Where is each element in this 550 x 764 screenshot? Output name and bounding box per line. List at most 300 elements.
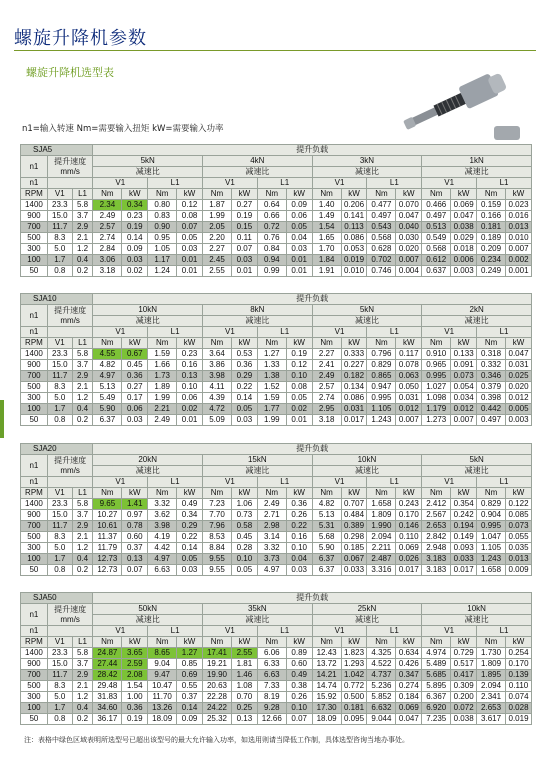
- table-cell: 0.017: [396, 565, 422, 576]
- table-cell: 0.80: [148, 200, 177, 211]
- table-row: [21, 648, 532, 659]
- table-cell: 0.22: [177, 532, 203, 543]
- title-divider: [14, 50, 536, 51]
- table-cell: 0.010: [506, 233, 532, 244]
- table-cell: 0.019: [341, 255, 367, 266]
- table-cell: 0.309: [451, 681, 477, 692]
- nm-header: Nm: [148, 488, 177, 499]
- table-cell: 0.83: [148, 211, 177, 222]
- kw-header: kW: [341, 637, 367, 648]
- table-cell: 0.028: [506, 703, 532, 714]
- table-cell: 1.2: [72, 244, 93, 255]
- spec-table-sja10: [20, 293, 532, 426]
- screw-jack-image: [390, 56, 530, 146]
- table-cell: 0.12: [177, 200, 203, 211]
- table-cell: 0.995: [422, 371, 451, 382]
- v1-header: V1: [203, 178, 258, 189]
- nm-header: Nm: [312, 637, 341, 648]
- table-cell: 0.086: [341, 233, 367, 244]
- l1-col-header: L1: [72, 189, 93, 200]
- table-cell: 0.009: [506, 565, 532, 576]
- kw-header: kW: [396, 189, 422, 200]
- table-cell: 0.03: [122, 255, 148, 266]
- table-cell: 0.069: [396, 703, 422, 714]
- table-cell: 0.034: [451, 393, 477, 404]
- l1-header: L1: [148, 626, 203, 637]
- table-cell: 2.567: [422, 510, 451, 521]
- table-cell: 23.3: [47, 349, 72, 360]
- table-cell: 29.48: [93, 681, 122, 692]
- table-cell: 0.22: [231, 382, 257, 393]
- table-cell: 2.653: [477, 703, 506, 714]
- lift-load-header: 提升负载: [93, 145, 532, 156]
- table-cell: 5.8: [72, 200, 93, 211]
- table-cell: 2.08: [122, 670, 148, 681]
- table-cell: 1.293: [341, 659, 367, 670]
- table-cell: 0.03: [286, 244, 312, 255]
- table-cell: 700: [21, 222, 48, 233]
- table-cell: 0.254: [506, 648, 532, 659]
- nm-header: Nm: [422, 488, 451, 499]
- table-cell: 0.17: [122, 393, 148, 404]
- table-row: [21, 499, 532, 510]
- table-cell: 0.426: [396, 659, 422, 670]
- nm-header: Nm: [477, 637, 506, 648]
- table-cell: 0.637: [422, 266, 451, 277]
- table-cell: 14.21: [312, 670, 341, 681]
- table-cell: 0.379: [477, 382, 506, 393]
- table-cell: 0.497: [422, 211, 451, 222]
- table-cell: 2.9: [72, 371, 93, 382]
- table-cell: 18.09: [312, 714, 341, 725]
- table-cell: 0.995: [367, 393, 396, 404]
- model-label: SJA5: [21, 145, 93, 156]
- table-cell: 5.895: [422, 681, 451, 692]
- table-cell: 0.78: [122, 521, 148, 532]
- table-cell: 0.05: [231, 404, 257, 415]
- table-cell: 11.37: [93, 532, 122, 543]
- table-cell: 0.29: [231, 371, 257, 382]
- table-cell: 0.06: [286, 211, 312, 222]
- table-cell: 1.809: [477, 659, 506, 670]
- table-cell: 6.63: [148, 565, 177, 576]
- table-cell: 0.45: [231, 532, 257, 543]
- page-title: 螺旋升降机参数: [14, 28, 147, 49]
- table-cell: 0.2: [72, 714, 93, 725]
- table-cell: 0.02: [286, 404, 312, 415]
- table-cell: 0.466: [422, 200, 451, 211]
- reduction-header: 减速比: [422, 167, 532, 178]
- table-cell: 0.189: [477, 233, 506, 244]
- table-cell: 0.159: [477, 200, 506, 211]
- table-cell: 0.03: [231, 415, 257, 426]
- table-cell: 4.97: [93, 371, 122, 382]
- rpm-header: RPM: [21, 488, 48, 499]
- table-cell: 0.298: [341, 532, 367, 543]
- table-cell: 300: [21, 692, 48, 703]
- table-cell: 5.0: [47, 543, 72, 554]
- table-cell: 1.27: [177, 648, 203, 659]
- table-cell: 0.04: [286, 554, 312, 565]
- kw-header: kW: [341, 189, 367, 200]
- table-cell: 1.89: [148, 382, 177, 393]
- table-cell: 1.99: [203, 211, 232, 222]
- table-cell: 0.017: [451, 565, 477, 576]
- speed-subheader: [47, 327, 93, 338]
- reduction-header: 减速比: [203, 167, 313, 178]
- table-cell: 5.8: [72, 648, 93, 659]
- table-cell: 2.41: [312, 360, 341, 371]
- table-cell: 8.84: [203, 543, 232, 554]
- lift-load-header: 提升负载: [93, 593, 532, 604]
- table-cell: 0.13: [177, 371, 203, 382]
- reduction-header: 减速比: [93, 466, 203, 477]
- lift-speed-unit: mm/s: [60, 166, 80, 176]
- page-subtitle: 螺旋升降机选型表: [26, 66, 114, 79]
- table-cell: 9.55: [203, 554, 232, 565]
- table-cell: 2.948: [422, 543, 451, 554]
- table-cell: 5.90: [312, 543, 341, 554]
- table-cell: 9.28: [257, 703, 286, 714]
- table-cell: 0.05: [286, 222, 312, 233]
- table-cell: 4.522: [367, 659, 396, 670]
- table-cell: 0.16: [177, 360, 203, 371]
- kw-header: kW: [286, 189, 312, 200]
- table-cell: 2.71: [257, 510, 286, 521]
- table-cell: 0.020: [506, 382, 532, 393]
- table-cell: 2.57: [93, 222, 122, 233]
- table-cell: 2.653: [422, 521, 451, 532]
- table-cell: 5.90: [93, 404, 122, 415]
- lift-speed-label: 提升速度: [54, 305, 87, 315]
- table-cell: 0.063: [396, 371, 422, 382]
- table-cell: 0.053: [341, 244, 367, 255]
- table-cell: 1.895: [477, 670, 506, 681]
- kw-header: kW: [396, 637, 422, 648]
- table-cell: 1.73: [148, 371, 177, 382]
- table-cell: 1.87: [203, 200, 232, 211]
- table-cell: 9.65: [93, 499, 122, 510]
- table-cell: 900: [21, 360, 48, 371]
- table-cell: 0.07: [177, 222, 203, 233]
- table-cell: 2.9: [72, 521, 93, 532]
- table-cell: 10.61: [93, 521, 122, 532]
- load-header: 35kN: [203, 604, 313, 615]
- table-cell: 0.707: [341, 499, 367, 510]
- table-cell: 7.70: [203, 510, 232, 521]
- table-cell: 15.0: [47, 510, 72, 521]
- table-cell: 0.03: [231, 255, 257, 266]
- table-cell: 0.047: [506, 349, 532, 360]
- table-cell: 5.489: [422, 659, 451, 670]
- table-cell: 0.22: [286, 521, 312, 532]
- table-cell: 0.016: [506, 211, 532, 222]
- table-cell: 0.27: [231, 200, 257, 211]
- table-cell: 0.010: [341, 266, 367, 277]
- table-cell: 0.513: [422, 222, 451, 233]
- table-cell: 0.01: [286, 255, 312, 266]
- table-cell: 7.96: [203, 521, 232, 532]
- lift-speed-header: [47, 305, 93, 327]
- table-cell: 100: [21, 404, 48, 415]
- table-cell: 0.34: [122, 200, 148, 211]
- table-cell: 0.170: [506, 659, 532, 670]
- table-cell: 4.737: [367, 670, 396, 681]
- kw-header: kW: [286, 488, 312, 499]
- table-cell: 0.209: [477, 244, 506, 255]
- table-cell: 23.3: [47, 648, 72, 659]
- nm-header: Nm: [477, 488, 506, 499]
- reduction-header: 减速比: [93, 167, 203, 178]
- table-cell: 0.2: [72, 266, 93, 277]
- l1-header: L1: [367, 626, 422, 637]
- table-cell: 7.23: [203, 499, 232, 510]
- table-cell: 15.92: [312, 692, 341, 703]
- reduction-header: 减速比: [422, 466, 532, 477]
- table-cell: 50: [21, 266, 48, 277]
- nm-header: Nm: [312, 338, 341, 349]
- table-cell: 0.185: [341, 543, 367, 554]
- table-row: [21, 244, 532, 255]
- table-cell: 0.99: [257, 266, 286, 277]
- table-cell: 1.99: [148, 393, 177, 404]
- load-header: 5kN: [93, 156, 203, 167]
- model-label: SJA50: [21, 593, 93, 604]
- l1-header: L1: [367, 327, 422, 338]
- table-cell: 0.729: [451, 648, 477, 659]
- table-cell: 1.54: [312, 222, 341, 233]
- table-cell: 0.227: [341, 360, 367, 371]
- table-cell: 0.01: [177, 255, 203, 266]
- nm-header: Nm: [312, 488, 341, 499]
- table-cell: 0.086: [341, 393, 367, 404]
- table-cell: 0.49: [286, 670, 312, 681]
- table-cell: 0.55: [177, 681, 203, 692]
- table-cell: 0.133: [451, 349, 477, 360]
- table-cell: 2.094: [367, 532, 396, 543]
- kw-header: kW: [122, 189, 148, 200]
- table-cell: 0.517: [451, 659, 477, 670]
- v1-header: V1: [312, 477, 367, 488]
- table-cell: 1.81: [231, 659, 257, 670]
- table-cell: 24.22: [203, 703, 232, 714]
- kw-header: kW: [451, 488, 477, 499]
- table-cell: 31.83: [93, 692, 122, 703]
- kw-header: kW: [231, 488, 257, 499]
- table-cell: 2.20: [203, 233, 232, 244]
- table-cell: 0.97: [122, 510, 148, 521]
- table-cell: 0.10: [286, 703, 312, 714]
- l1-col-header: L1: [72, 338, 93, 349]
- nm-header: Nm: [422, 338, 451, 349]
- table-cell: 1.52: [257, 382, 286, 393]
- table-cell: 0.95: [148, 233, 177, 244]
- v1-header: V1: [312, 178, 367, 189]
- footnote: 注：表格中绿色区域表明所选型号已超出该型号的最大允许输入功率，如选用则请当降低工作制，具体选型咨询当地办事处。: [24, 736, 409, 744]
- kw-header: kW: [122, 637, 148, 648]
- n1-header: n1: [21, 305, 48, 327]
- table-cell: 2.412: [422, 499, 451, 510]
- table-cell: 0.274: [396, 681, 422, 692]
- table-cell: 0.047: [451, 211, 477, 222]
- table-row: [21, 393, 532, 404]
- table-cell: 0.90: [148, 222, 177, 233]
- table-cell: 2.1: [72, 681, 93, 692]
- kw-header: kW: [177, 338, 203, 349]
- table-cell: 1.658: [367, 499, 396, 510]
- table-cell: 0.018: [451, 244, 477, 255]
- table-cell: 15.0: [47, 659, 72, 670]
- table-cell: 4.72: [203, 404, 232, 415]
- l1-header: L1: [367, 477, 422, 488]
- table-cell: 1.7: [47, 703, 72, 714]
- table-cell: 1.17: [148, 255, 177, 266]
- table-cell: 0.26: [286, 510, 312, 521]
- table-cell: 2.27: [312, 349, 341, 360]
- kw-header: kW: [231, 637, 257, 648]
- table-cell: 27.44: [93, 659, 122, 670]
- table-cell: 0.067: [341, 554, 367, 565]
- table-cell: 0.03: [177, 244, 203, 255]
- nm-header: Nm: [93, 338, 122, 349]
- table-cell: 1.042: [341, 670, 367, 681]
- l1-col-header: L1: [72, 637, 93, 648]
- table-cell: 4.974: [422, 648, 451, 659]
- table-cell: 0.14: [231, 393, 257, 404]
- table-cell: 23.3: [47, 200, 72, 211]
- table-cell: 0.347: [396, 670, 422, 681]
- n1-subheader: n1: [21, 327, 48, 338]
- table-row: [21, 510, 532, 521]
- table-cell: 3.7: [72, 659, 93, 670]
- table-cell: 0.09: [122, 244, 148, 255]
- table-cell: 3.316: [367, 565, 396, 576]
- kw-header: kW: [122, 338, 148, 349]
- table-cell: 1.59: [148, 349, 177, 360]
- nm-header: Nm: [93, 189, 122, 200]
- table-cell: 0.050: [396, 382, 422, 393]
- table-cell: 36.17: [93, 714, 122, 725]
- spec-table-sja50: [20, 592, 532, 725]
- kw-header: kW: [451, 637, 477, 648]
- table-cell: 0.03: [177, 565, 203, 576]
- l1-header: L1: [148, 477, 203, 488]
- nm-header: Nm: [93, 488, 122, 499]
- table-cell: 7.33: [257, 681, 286, 692]
- table-cell: 3.32: [257, 543, 286, 554]
- table-cell: 12.66: [257, 714, 286, 725]
- table-cell: 1.105: [367, 404, 396, 415]
- reduction-header: 减速比: [422, 615, 532, 626]
- lift-speed-header: [47, 156, 93, 178]
- table-cell: 0.012: [451, 404, 477, 415]
- table-cell: 0.14: [122, 233, 148, 244]
- table-cell: 1.27: [257, 349, 286, 360]
- table-cell: 0.628: [367, 244, 396, 255]
- table-row: [21, 521, 532, 532]
- table-cell: 0.16: [286, 532, 312, 543]
- table-cell: 4.82: [312, 499, 341, 510]
- table-cell: 0.15: [231, 222, 257, 233]
- table-cell: 0.543: [367, 222, 396, 233]
- table-cell: 0.49: [177, 499, 203, 510]
- table-cell: 0.01: [177, 415, 203, 426]
- kw-header: kW: [341, 338, 367, 349]
- table-cell: 1.40: [312, 200, 341, 211]
- table-cell: 0.073: [451, 371, 477, 382]
- table-cell: 12.73: [93, 565, 122, 576]
- nm-header: Nm: [312, 189, 341, 200]
- side-tab: [0, 400, 4, 438]
- load-header: 8kN: [203, 305, 313, 316]
- table-row: [21, 266, 532, 277]
- table-row: [21, 349, 532, 360]
- rpm-header: RPM: [21, 189, 48, 200]
- table-cell: 0.07: [122, 565, 148, 576]
- table-cell: 0.007: [396, 415, 422, 426]
- table-cell: 5.852: [367, 692, 396, 703]
- table-cell: 5.31: [312, 521, 341, 532]
- kw-header: kW: [177, 637, 203, 648]
- table-cell: 0.035: [506, 543, 532, 554]
- table-cell: 0.08: [177, 211, 203, 222]
- kw-header: kW: [286, 338, 312, 349]
- table-cell: 0.72: [257, 222, 286, 233]
- table-cell: 0.01: [286, 415, 312, 426]
- table-cell: 0.017: [341, 415, 367, 426]
- table-cell: 1.46: [231, 670, 257, 681]
- nm-header: Nm: [203, 189, 232, 200]
- table-cell: 1.823: [341, 648, 367, 659]
- table-row: [21, 714, 532, 725]
- table-cell: 0.11: [231, 233, 257, 244]
- table-cell: 0.23: [177, 349, 203, 360]
- table-cell: 1400: [21, 648, 48, 659]
- table-cell: 0.025: [506, 371, 532, 382]
- table-cell: 0.19: [122, 222, 148, 233]
- table-cell: 0.047: [396, 211, 422, 222]
- table-cell: 0.26: [286, 692, 312, 703]
- table-cell: 0.01: [231, 266, 257, 277]
- table-cell: 0.03: [286, 565, 312, 576]
- table-cell: 0.995: [477, 521, 506, 532]
- nm-header: Nm: [257, 338, 286, 349]
- table-cell: 500: [21, 233, 48, 244]
- table-cell: 1.243: [367, 415, 396, 426]
- table-cell: 3.98: [203, 371, 232, 382]
- table-row: [21, 222, 532, 233]
- table-row: [21, 360, 532, 371]
- table-cell: 0.085: [506, 510, 532, 521]
- table-cell: 3.73: [257, 554, 286, 565]
- v1-header: V1: [312, 626, 367, 637]
- n1-header: n1: [21, 604, 48, 626]
- table-cell: 0.13: [231, 714, 257, 725]
- table-cell: 2.1: [72, 233, 93, 244]
- table-cell: 1.243: [477, 554, 506, 565]
- table-cell: 8.53: [203, 532, 232, 543]
- v1-header: V1: [422, 327, 477, 338]
- nm-header: Nm: [257, 637, 286, 648]
- load-header: 15kN: [203, 455, 313, 466]
- lift-load-header: 提升负载: [93, 444, 532, 455]
- table-cell: 5.685: [422, 670, 451, 681]
- table-cell: 0.19: [122, 714, 148, 725]
- table-cell: 2.84: [93, 244, 122, 255]
- table-cell: 0.029: [451, 233, 477, 244]
- table-row: [21, 692, 532, 703]
- table-cell: 0.484: [341, 510, 367, 521]
